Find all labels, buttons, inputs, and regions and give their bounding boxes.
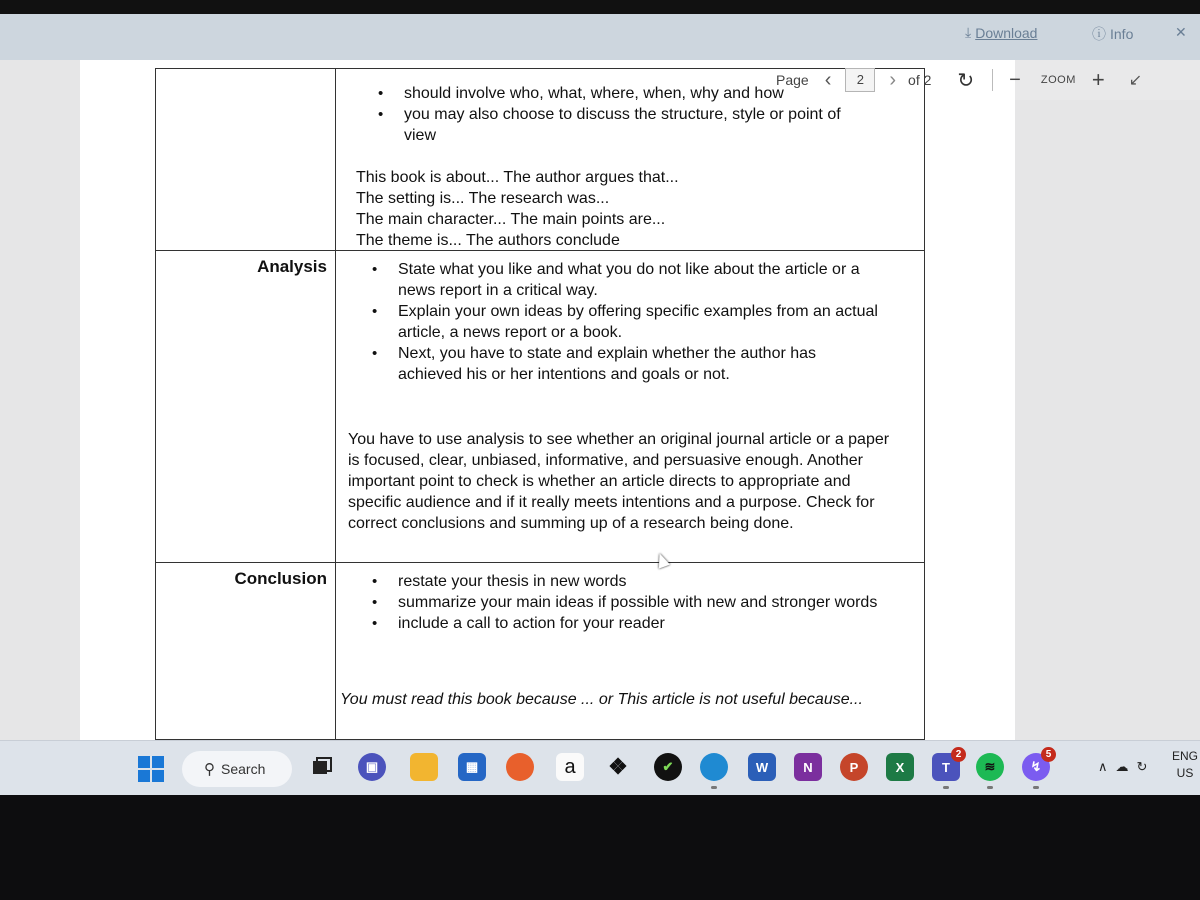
paragraph-line: This book is about... The author argues that... <box>356 169 679 186</box>
paragraph-line: The main character... The main points are... <box>356 211 666 228</box>
onenote-icon[interactable] <box>794 753 822 781</box>
expand-icon[interactable]: ↙ <box>1128 72 1143 89</box>
analysis-paragraph: You have to use analysis to see whether an original journal article or a paper is focused, clear, unbiased, informative, and persuasive enough. Another important point to check is whether an article directs to appropriate and specific audience and if it really meets intentions and a purpose. Check for correct conclusions and summing up of a research being done. <box>348 431 890 532</box>
toolbar-divider <box>992 69 993 91</box>
download-label: Download <box>975 24 1038 41</box>
page-toolbar <box>760 60 1200 100</box>
start-button[interactable] <box>138 756 164 782</box>
example-sentences <box>356 167 856 251</box>
language-code: ENG <box>1172 749 1199 763</box>
page-count: of 2 <box>908 72 932 88</box>
system-tray <box>1098 759 1147 775</box>
page-label: Page <box>776 72 809 88</box>
powerpoint-glyph: P <box>849 759 859 775</box>
powerpoint-icon[interactable] <box>840 753 868 781</box>
paragraph-line: The theme is... The authors conclude <box>356 232 620 249</box>
taskbar <box>0 740 1200 795</box>
list-item: • should involve who, what, where, when, why and how <box>364 83 864 104</box>
file-explorer-icon[interactable] <box>410 753 438 781</box>
rotate-icon[interactable]: ↻ <box>957 69 975 92</box>
list-item: • include a call to action for your reader <box>358 613 878 634</box>
task-view-icon[interactable] <box>308 753 336 781</box>
word-glyph: W <box>755 759 769 775</box>
running-indicator <box>987 786 993 789</box>
dropbox-icon[interactable]: ❖ <box>608 754 628 779</box>
bullet-list <box>358 259 878 385</box>
download-button[interactable] <box>965 24 1037 41</box>
info-icon: ⓘ <box>1092 26 1106 42</box>
list-item: • State what you like and what you do not like about the article or a news report in a critical way. <box>358 259 878 301</box>
info-button[interactable] <box>1092 24 1133 44</box>
amazon-icon[interactable] <box>556 753 584 781</box>
firefox-icon[interactable] <box>506 753 534 781</box>
teams-icon[interactable] <box>932 749 962 781</box>
spotify-icon[interactable]: ≋ <box>976 753 1004 781</box>
running-indicator <box>943 786 949 789</box>
taskbar-search[interactable] <box>182 751 292 787</box>
list-item: • restate your thesis in new words <box>358 571 878 592</box>
close-icon[interactable]: ✕ <box>1175 24 1187 40</box>
page-number-input[interactable]: 2 <box>845 68 875 92</box>
windows-logo-pane <box>152 756 164 768</box>
messenger-icon[interactable]: ↯ 5 <box>1022 753 1050 781</box>
row-content-cell <box>336 563 924 741</box>
search-label: Search <box>221 761 266 777</box>
running-indicator <box>1033 786 1039 789</box>
right-margin-panel <box>1015 100 1200 740</box>
messenger-badge: 5 <box>1041 747 1056 762</box>
search-icon: ⚲ <box>204 761 215 778</box>
running-indicator <box>711 786 717 789</box>
cloud-icon[interactable]: ☁ <box>1115 759 1129 774</box>
table-row <box>156 563 924 741</box>
chat-icon[interactable]: ▣ <box>358 753 386 781</box>
document-page <box>80 60 1015 740</box>
edge-icon[interactable] <box>700 753 728 781</box>
left-margin-panel <box>0 60 80 740</box>
zoom-label: ZOOM <box>1040 74 1076 86</box>
list-item: • Next, you have to state and explain whether the author has achieved his or her intentions and goals or not. <box>358 343 878 385</box>
word-icon[interactable] <box>748 753 776 781</box>
microsoft-store-icon[interactable]: ▦ <box>458 753 486 781</box>
analysis-heading: Analysis <box>257 257 327 276</box>
bullet-list <box>358 571 878 634</box>
document-table <box>155 68 925 740</box>
viewer-titlebar <box>0 14 1200 60</box>
onenote-glyph: N <box>803 759 813 775</box>
windows-logo-pane <box>138 770 150 782</box>
previous-page-icon[interactable]: ‹ <box>824 68 832 91</box>
teams-badge: 2 <box>951 747 966 762</box>
info-label: Info <box>1110 26 1134 42</box>
download-icon: ⤓ <box>965 24 972 40</box>
amazon-glyph: a <box>564 755 576 778</box>
conclusion-heading: Conclusion <box>234 569 327 588</box>
zoom-in-icon[interactable]: + <box>1091 67 1105 92</box>
row-content-cell <box>336 251 924 562</box>
windows-logo-pane <box>152 770 164 782</box>
vpn-shield-icon[interactable]: ✔ <box>654 753 682 781</box>
row-header-cell <box>156 251 336 562</box>
chevron-up-icon[interactable]: ∧ <box>1098 759 1108 774</box>
language-indicator[interactable] <box>1172 748 1198 782</box>
sync-icon[interactable]: ↻ <box>1136 759 1148 774</box>
excel-glyph: X <box>895 759 905 775</box>
conclusion-example: You must read this book because ... or This article is not useful because... <box>340 691 863 708</box>
region-code: US <box>1176 766 1194 780</box>
excel-icon[interactable] <box>886 753 914 781</box>
windows-logo-pane <box>138 756 150 768</box>
paragraph-line: The setting is... The research was... <box>356 190 610 207</box>
zoom-out-icon[interactable]: − <box>1009 68 1021 91</box>
list-item: • summarize your main ideas if possible with new and stronger words <box>358 592 878 613</box>
row-header-cell <box>156 69 336 250</box>
next-page-icon[interactable]: › <box>889 68 897 91</box>
row-header-cell <box>156 563 336 741</box>
list-item: • you may also choose to discuss the structure, style or point of view <box>364 104 864 146</box>
table-row <box>156 251 924 563</box>
teams-glyph: T <box>942 759 950 775</box>
list-item: • Explain your own ideas by offering specific examples from an actual article, a news report or a book. <box>358 301 878 343</box>
